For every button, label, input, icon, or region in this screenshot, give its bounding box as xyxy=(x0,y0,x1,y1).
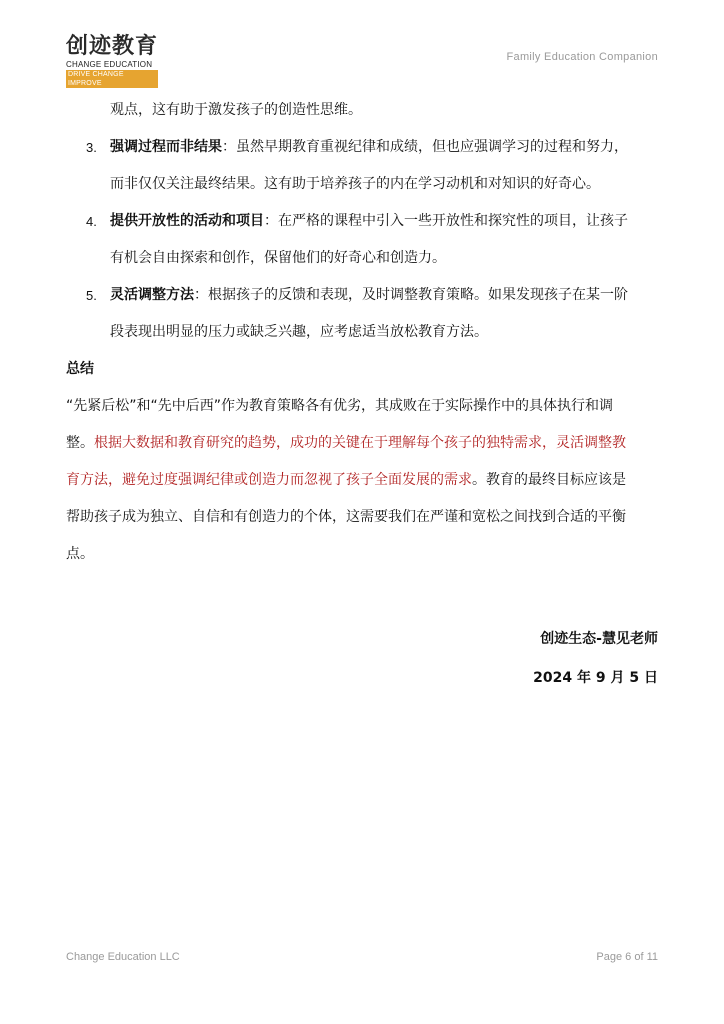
item-text: 段表现出明显的压力或缺乏兴趣，应考虑适当放松教育方法。 xyxy=(110,324,488,340)
list-item xyxy=(66,129,658,203)
summary-line: 点。 xyxy=(66,546,94,562)
list-number: 4. xyxy=(86,214,97,229)
summary-highlight: 育方法，避免过度强调纪律或创造力而忽视了孩子全面发展的需求 xyxy=(66,472,472,488)
list-number: 3. xyxy=(86,140,97,155)
item-text: ：根据孩子的反馈和表现，及时调整教育策略。如果发现孩子在某一阶 xyxy=(194,287,628,303)
item-heading: 提供开放性的活动和项目 xyxy=(110,213,264,229)
item-text: 有机会自由探索和创作，保留他们的好奇心和创造力。 xyxy=(110,250,446,266)
header-title: Family Education Companion xyxy=(506,51,658,63)
logo-chinese-text: 创迹教育 xyxy=(66,34,159,59)
company-logo xyxy=(66,35,158,88)
summary-text: 整。 xyxy=(66,435,94,451)
item-heading: 强调过程而非结果 xyxy=(110,139,222,155)
document-body xyxy=(66,92,658,573)
item-heading: 灵活调整方法 xyxy=(110,287,194,303)
item-text: ：虽然早期教育重视纪律和成绩，但也应强调学习的过程和努力， xyxy=(222,139,628,155)
list-number: 5. xyxy=(86,288,97,303)
item-text: 而非仅仅关注最终结果。这有助于培养孩子的内在学习动机和对知识的好奇心。 xyxy=(110,176,600,192)
signature: 创迹生态-慧见老师 xyxy=(540,631,658,647)
footer-company: Change Education LLC xyxy=(66,951,180,963)
list-item xyxy=(66,277,658,351)
page-number: Page 6 of 11 xyxy=(596,951,658,963)
logo-english-text: CHANGE EDUCATION xyxy=(66,60,153,69)
summary-line: 帮助孩子成为独立、自信和有创造力的个体，这需要我们在严谨和宽松之间找到合适的平衡 xyxy=(66,509,626,525)
continuation-line: 观点，这有助于激发孩子的创造性思维。 xyxy=(110,102,362,118)
summary-heading: 总结 xyxy=(66,361,94,377)
item-text: ：在严格的课程中引入一些开放性和探究性的项目，让孩子 xyxy=(264,213,628,229)
logo-tagline: DRIVE CHANGE IMPROVE xyxy=(66,70,158,88)
summary-paragraph xyxy=(66,388,658,573)
summary-highlight: 根据大数据和教育研究的趋势，成功的关键在于理解每个孩子的独特需求，灵活调整教 xyxy=(94,435,626,451)
summary-line: “先紧后松”和“先中后西”作为教育策略各有优劣，其成败在于实际操作中的具体执行和调 xyxy=(66,398,614,414)
document-date: 2024 年 9 月 5 日 xyxy=(533,670,658,686)
summary-text: 。教育的最终目标应该是 xyxy=(472,472,626,488)
list-item xyxy=(66,203,658,277)
